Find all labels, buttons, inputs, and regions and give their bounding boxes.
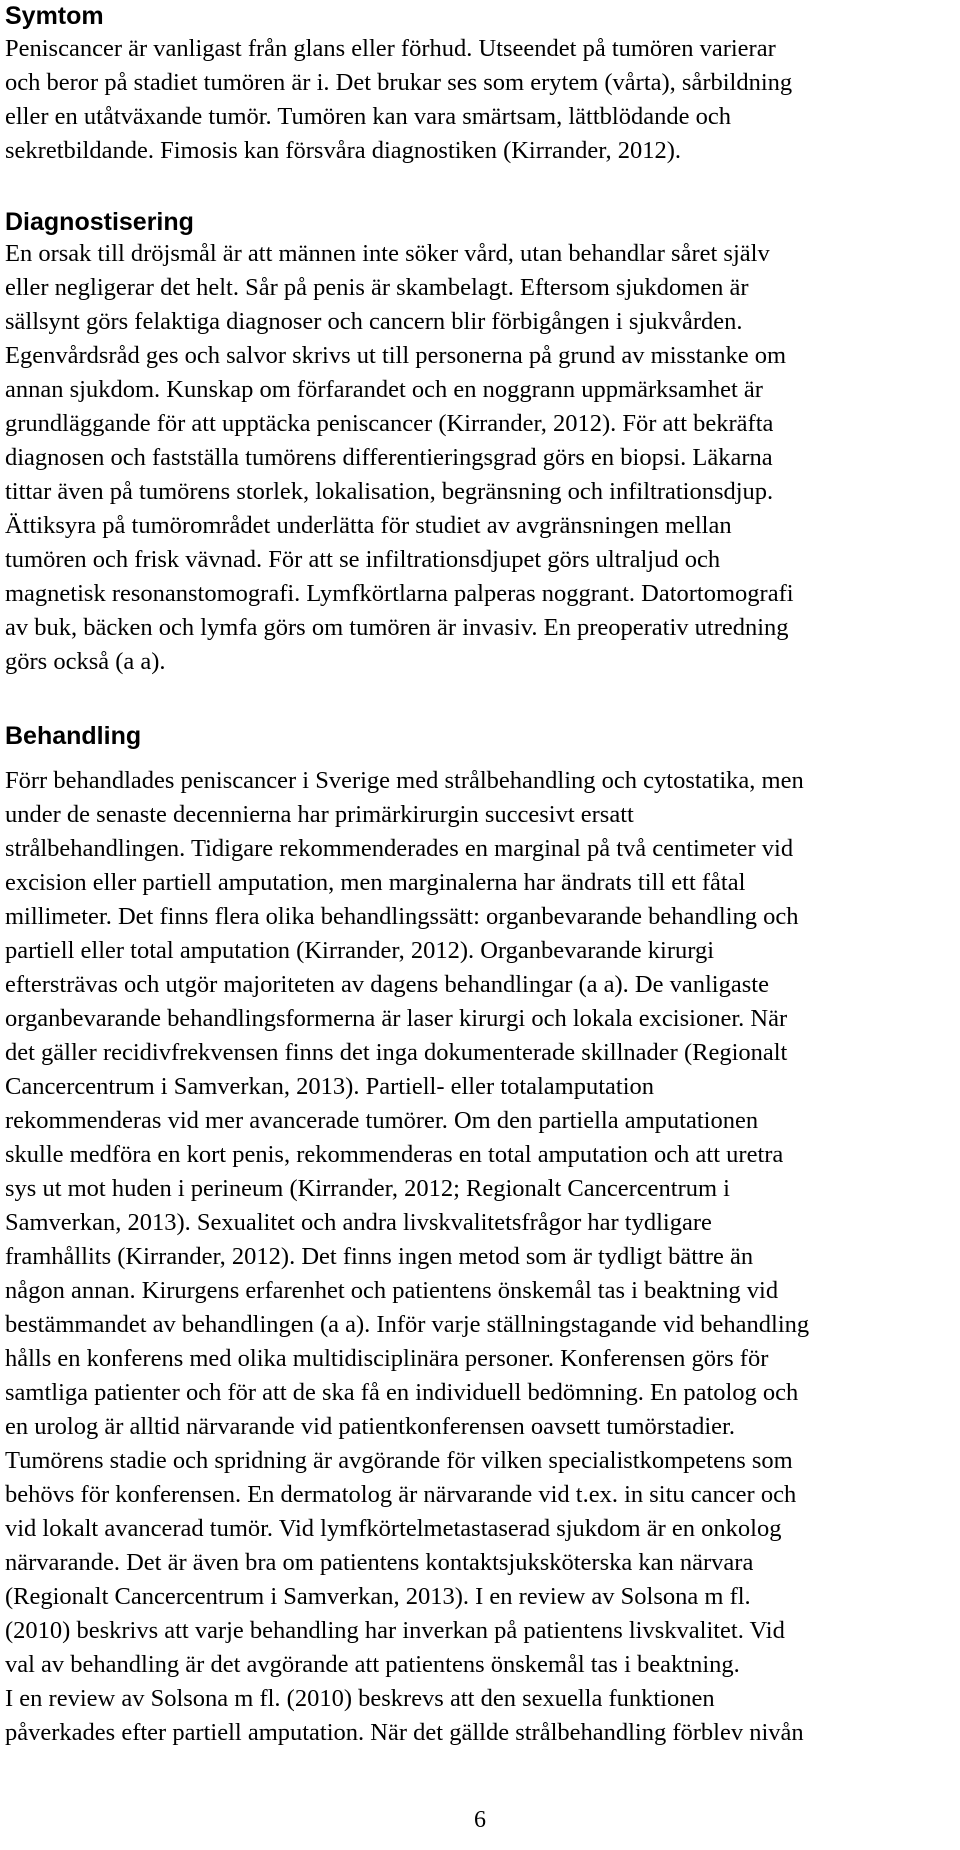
text-line: skulle medföra en kort penis, rekommenderas en total amputation och att uretra	[5, 1141, 784, 1168]
text-line: sällsynt görs felaktiga diagnoser och cancern blir förbigången i sjukvården.	[5, 308, 743, 335]
text-line: sekretbildande. Fimosis kan försvåra diagnostiken (Kirrander, 2012).	[5, 137, 681, 164]
text-line: samtliga patienter och för att de ska få en individuell bedömning. En patolog och	[5, 1379, 799, 1406]
section-body-behandling	[5, 764, 955, 1750]
text-line: eftersträvas och utgör majoriteten av dagens behandlingar (a a). De vanligaste	[5, 971, 769, 998]
text-line: behövs för konferensen. En dermatolog är närvarande vid t.ex. in situ cancer och	[5, 1481, 797, 1508]
text-line: det gäller recidivfrekvensen finns det inga dokumenterade skillnader (Regionalt	[5, 1039, 788, 1066]
text-line: organbevarande behandlingsformerna är laser kirurgi och lokala excisioner. När	[5, 1005, 788, 1032]
text-line: en urolog är alltid närvarande vid patientkonferensen oavsett tumörstadier.	[5, 1413, 735, 1440]
text-line: millimeter. Det finns flera olika behandlingssätt: organbevarande behandling och	[5, 903, 799, 930]
text-line: diagnosen och fastställa tumörens differentieringsgrad görs en biopsi. Läkarna	[5, 444, 773, 471]
text-line: tittar även på tumörens storlek, lokalisation, begränsning och infiltrationsdjup.	[5, 478, 774, 505]
text-line: påverkades efter partiell amputation. När det gällde strålbehandling förblev nivån	[5, 1719, 804, 1746]
text-line: Tumörens stadie och spridning är avgörande för vilken specialistkompetens som	[5, 1447, 793, 1474]
text-line: eller negligerar det helt. Sår på penis är skambelagt. Eftersom sjukdomen är	[5, 274, 749, 301]
text-line: av buk, bäcken och lymfa görs om tumören är invasiv. En preoperativ utredning	[5, 614, 789, 641]
text-line: Peniscancer är vanligast från glans eller förhud. Utseendet på tumören varierar	[5, 35, 776, 62]
text-line: Ättiksyra på tumörområdet underlätta för studiet av avgränsningen mellan	[5, 512, 732, 539]
text-line: I en review av Solsona m fl. (2010) beskrevs att den sexuella funktionen	[5, 1685, 715, 1712]
section-heading-behandling: Behandling	[5, 722, 142, 750]
text-line: och beror på stadiet tumören är i. Det brukar ses som erytem (vårta), sårbildning	[5, 69, 793, 96]
section-heading-diagnostisering: Diagnostisering	[5, 208, 194, 236]
section-body-symtom	[5, 32, 935, 168]
text-line: Egenvårdsråd ges och salvor skrivs ut till personerna på grund av misstanke om	[5, 342, 787, 369]
text-line: vid lokalt avancerad tumör. Vid lymfkörtelmetastaserad sjukdom är en onkolog	[5, 1515, 782, 1542]
text-line: grundläggande för att upptäcka peniscancer (Kirrander, 2012). För att bekräfta	[5, 410, 774, 437]
text-line: eller en utåtväxande tumör. Tumören kan vara smärtsam, lättblödande och	[5, 103, 731, 130]
page-number: 6	[474, 1807, 486, 1833]
section-heading-symtom: Symtom	[5, 2, 104, 30]
text-line: närvarande. Det är även bra om patientens kontaktsjuksköterska kan närvara	[5, 1549, 754, 1576]
text-line: En orsak till dröjsmål är att männen inte söker vård, utan behandlar såret själv	[5, 240, 770, 267]
text-line: strålbehandlingen. Tidigare rekommenderades en marginal på två centimeter vid	[5, 835, 794, 862]
text-line: (2010) beskrivs att varje behandling har inverkan på patientens livskvalitet. Vid	[5, 1617, 785, 1644]
text-line: Cancercentrum i Samverkan, 2013). Partiell- eller totalamputation	[5, 1073, 655, 1100]
text-line: Samverkan, 2013). Sexualitet och andra livskvalitetsfrågor har tydligare	[5, 1209, 712, 1236]
text-line: framhållits (Kirrander, 2012). Det finns ingen metod som är tydligt bättre än	[5, 1243, 754, 1270]
text-line: hålls en konferens med olika multidisciplinära personer. Konferensen görs för	[5, 1345, 769, 1372]
text-line: rekommenderas vid mer avancerade tumörer. Om den partiella amputationen	[5, 1107, 759, 1134]
text-line: partiell eller total amputation (Kirrander, 2012). Organbevarande kirurgi	[5, 937, 715, 964]
text-line: magnetisk resonanstomografi. Lymfkörtlarna palperas noggrant. Datortomografi	[5, 580, 794, 607]
text-line: under de senaste decennierna har primärkirurgin succesivt ersatt	[5, 801, 634, 828]
text-line: sys ut mot huden i perineum (Kirrander, 2012; Regionalt Cancercentrum i	[5, 1175, 730, 1202]
text-line: någon annan. Kirurgens erfarenhet och patientens önskemål tas i beaktning vid	[5, 1277, 779, 1304]
text-line: val av behandling är det avgörande att patientens önskemål tas i beaktning.	[5, 1651, 740, 1678]
section-body-diagnostisering	[5, 237, 950, 679]
text-line: (Regionalt Cancercentrum i Samverkan, 2013). I en review av Solsona m fl.	[5, 1583, 751, 1610]
text-line: görs också (a a).	[5, 648, 166, 675]
text-line: bestämmandet av behandlingen (a a). Inför varje ställningstagande vid behandling	[5, 1311, 810, 1338]
text-line: annan sjukdom. Kunskap om förfarandet och en noggrann uppmärksamhet är	[5, 376, 763, 403]
text-line: excision eller partiell amputation, men marginalerna har ändrats till ett fåtal	[5, 869, 746, 896]
text-line: Förr behandlades peniscancer i Sverige med strålbehandling och cytostatika, men	[5, 767, 804, 794]
text-line: tumören och frisk vävnad. För att se infiltrationsdjupet görs ultraljud och	[5, 546, 721, 573]
